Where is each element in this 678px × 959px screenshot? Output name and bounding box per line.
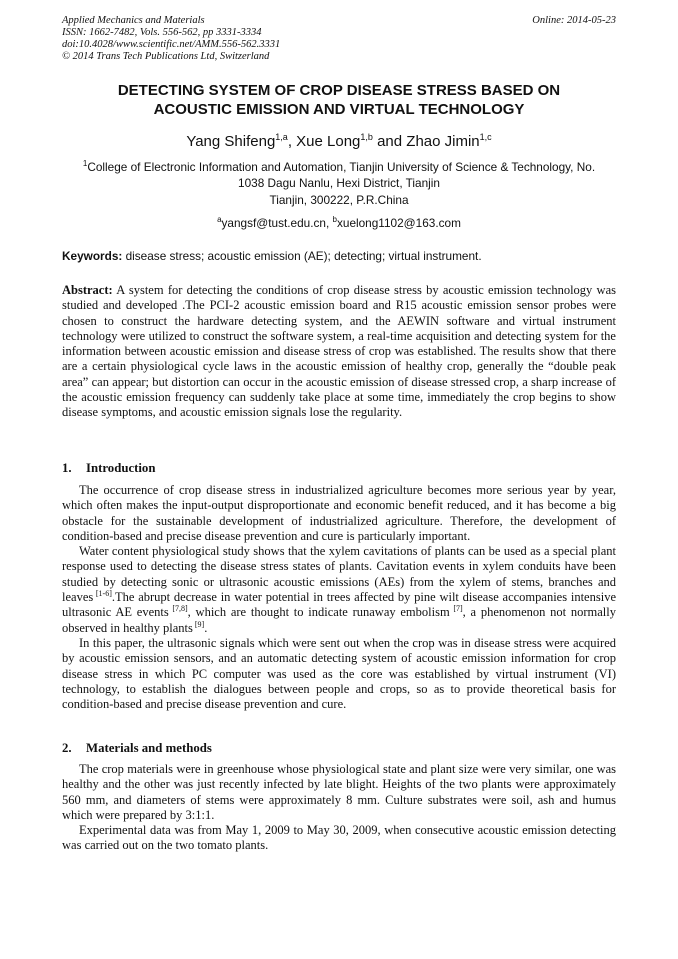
author-affil-mark: 1,a [275,132,288,142]
citation[interactable]: [7] [449,604,463,614]
paragraph: The crop materials were in greenhouse whose physiological state and plant size were very similar, one was healthy and the other was just recently infected by late blight. Heights of the two plants were approximately 560 mm, and diameters of stems were approximately 8 mm. Culture substrates were soil, ash and humus which were prepared by 3:1:1. [62,762,616,822]
paragraph-text: Water content physiological study shows that the xylem cavitations of plants can be used as a special plant response used to detecting the disease stress states of plants. Cavitation events in xylem conduits have been studied by detecting sonic or ultrasonic acoustic emissions (AEs) from the xylem of stems, branches and leaves [62,544,616,605]
author-name: Zhao Jimin [406,133,480,150]
section-title: Materials and methods [86,741,212,755]
issn-line: ISSN: 1662-7482, Vols. 556-562, pp 3331-3334 [62,27,262,38]
paragraph: The occurrence of crop disease stress in industrialized agriculture becomes more serious year by year, which often makes the input-output disproportionate and economic benefit reduced, and it has become a big obstacle for the sustainable development of industrialized agriculture. Therefore, the development of condition-based and precise disease prevention and cure is particularly important. [62,483,616,543]
author-name: Yang Shifeng [186,133,276,150]
paragraph-text: .The abrupt decrease in water potential in trees affected by pine wilt disease accompanies intensive ultrasonic AE events [62,590,616,620]
paragraph-text: , a phenomenon not normally observed in healthy plants [62,605,617,635]
doi-line: doi:10.4028/www.scientific.net/AMM.556-562.3331 [62,39,281,50]
section-title: Introduction [86,461,156,475]
abstract [62,283,616,421]
email-link[interactable]: xuelong1102@163.com [336,215,461,230]
affiliation-city: Tianjin, 300222, P.R.China [269,193,409,207]
paragraph-text: . [204,620,208,635]
title-line-1: DETECTING SYSTEM OF CROP DISEASE STRESS BASED ON [117,82,561,99]
keywords [62,248,616,264]
author-emails [62,212,616,231]
email-link[interactable]: yangsf@tust.edu.cn, [221,215,333,230]
copyright-line: © 2014 Trans Tech Publications Ltd, Switzerland [62,51,270,62]
author-name: Xue Long [296,133,361,150]
section-heading-materials-methods [62,740,616,756]
author-affil-mark: 1,b [360,132,373,142]
journal-name: Applied Mechanics and Materials [62,15,205,26]
paragraph: In this paper, the ultrasonic signals which were sent out when the crop was in disease stress were acquired by acoustic emission sensors, and an automatic detecting system of acoustic emission information for crop disease stress in which PC computer was used as the core was established by virtual instrument (VI) technology, to establish the dialogues between people and crops, so as to provide theoretical basis for condition-based and precise disease prevention and cure. [62,635,616,712]
author-separator: , [287,133,297,150]
citation[interactable]: [9] [192,619,205,629]
citation[interactable]: [7,8] [168,604,188,614]
email-mark: b [332,215,337,224]
journal-header [62,15,616,63]
title-line-2: ACOUSTIC EMISSION AND VIRTUAL TECHNOLOGY [153,101,525,118]
affiliation-mark: 1 [82,159,88,168]
keywords-text: disease stress; acoustic emission (AE); detecting; virtual instrument. [122,249,482,263]
author-list [62,128,616,151]
abstract-label: Abstract: [62,283,113,297]
citation[interactable]: [1-6] [93,588,112,598]
paper-title [62,81,616,119]
paragraph-text: , which are thought to indicate runaway embolism [187,605,450,620]
online-date: Online: 2014-05-23 [532,15,616,26]
affiliation-line-2: 1038 Dagu Nanlu, Hexi District, Tianjin [238,175,440,190]
section-materials-methods [62,762,616,854]
affiliation [62,156,616,191]
paragraph [62,544,616,636]
section-heading-introduction [62,460,616,476]
author-affil-mark: 1,c [479,132,492,142]
paragraph: Experimental data was from May 1, 2009 to May 30, 2009, when consecutive acoustic emission detecting was carried out on the two tomato plants. [62,823,616,853]
affiliation-line-1: College of Electronic Information and Automation, Tianjin University of Science & Technology, No. [87,159,596,174]
section-number: 2. [62,741,72,755]
section-introduction [62,483,616,712]
email-mark: a [217,215,222,224]
author-separator: and [372,133,407,150]
abstract-text: A system for detecting the conditions of crop disease stress by acoustic emission technology was studied and developed .The PCI-2 acoustic emission board and R15 acoustic emission sensor probes were chosen to construct the hardware detecting system, and the AEWIN software and virtual instrument technology were utilized to construct the software system, a real-time acquisition and detecting system for the information between acoustic emission and disease stress of crop was established. The results show that there are a certain physiological cycle laws in the acoustic emission of healthy crop, generally the “double peak area” can appear; but distortion can occur in the acoustic emission of disease stressed crop, a sharp increase of the acoustic emission frequency can suddenly take place at some time, immediately the crop begins to show disease symptoms, and acoustic emission signals lose the regularity. [62,283,616,420]
keywords-label: Keywords: [62,249,123,263]
section-number: 1. [62,461,72,475]
